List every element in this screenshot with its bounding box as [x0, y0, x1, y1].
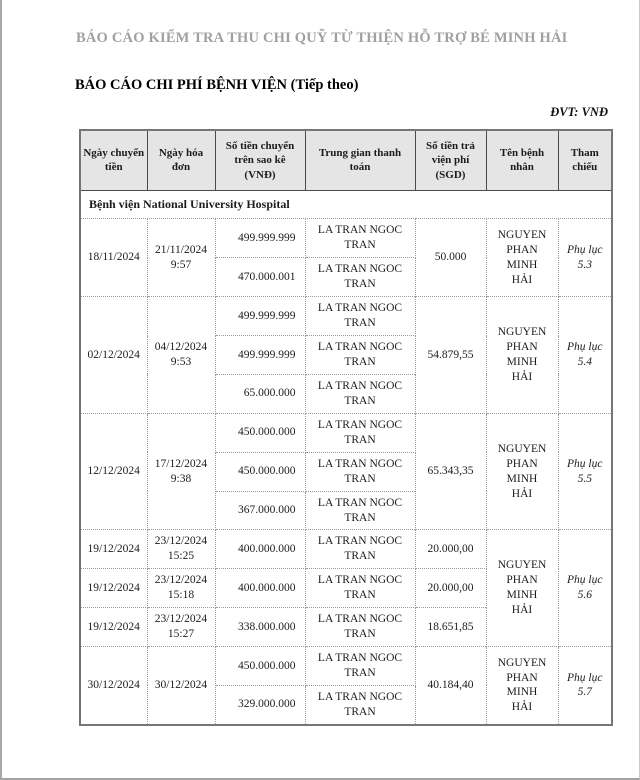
transfer-date-cell: 19/12/2024 [80, 569, 147, 608]
amount-vnd-cell: 499.999.999 [215, 297, 305, 336]
transfer-date-cell: 19/12/2024 [80, 608, 147, 647]
amount-vnd-cell: 329.000.000 [215, 685, 305, 724]
intermediary-cell: LA TRAN NGOC TRAN [305, 647, 415, 686]
amount-sgd-cell: 54.879,55 [415, 297, 486, 414]
intermediary-cell: LA TRAN NGOC TRAN [305, 336, 415, 375]
amount-vnd-cell: 499.999.999 [215, 219, 305, 258]
amount-vnd-cell: 400.000.000 [215, 530, 305, 569]
intermediary-cell: LA TRAN NGOC TRAN [305, 569, 415, 608]
amount-vnd-cell: 450.000.000 [215, 413, 305, 452]
intermediary-cell: LA TRAN NGOC TRAN [305, 413, 415, 452]
amount-vnd-cell: 450.000.000 [215, 452, 305, 491]
reference-cell: Phụ lục 5.5 [558, 413, 612, 530]
column-header: Tham chiếu [558, 130, 612, 190]
intermediary-cell: LA TRAN NGOC TRAN [305, 608, 415, 647]
report-header-title: BÁO CÁO KIỂM TRA THU CHI QUỸ TỪ THIỆN HỖ TRỢ BÉ MINH HẢI [76, 30, 568, 46]
column-header: Số tiền trả viện phí (SGD) [415, 130, 486, 190]
transfer-date-cell: 18/11/2024 [80, 219, 147, 297]
column-header: Ngày chuyển tiền [80, 130, 147, 190]
invoice-date-cell: 23/12/2024 15:18 [147, 569, 215, 608]
transfer-date-cell: 30/12/2024 [80, 647, 147, 725]
patient-name-cell: NGUYEN PHAN MINH HẢI [486, 413, 558, 530]
column-header: Tên bệnh nhân [486, 130, 558, 190]
amount-vnd-cell: 470.000.001 [215, 258, 305, 297]
table-row [80, 413, 612, 452]
intermediary-cell: LA TRAN NGOC TRAN [305, 374, 415, 413]
reference-cell: Phụ lục 5.3 [558, 219, 612, 297]
amount-sgd-cell: 18.651,85 [415, 608, 486, 647]
patient-name-cell: NGUYEN PHAN MINH HẢI [486, 297, 558, 414]
table-row [80, 647, 612, 686]
reference-cell: Phụ lục 5.6 [558, 530, 612, 647]
amount-sgd-cell: 20.000,00 [415, 569, 486, 608]
transfer-date-cell: 19/12/2024 [80, 530, 147, 569]
amount-vnd-cell: 499.999.999 [215, 336, 305, 375]
intermediary-cell: LA TRAN NGOC TRAN [305, 491, 415, 530]
amount-vnd-cell: 65.000.000 [215, 374, 305, 413]
page-title: BÁO CÁO CHI PHÍ BỆNH VIỆN (Tiếp theo) [75, 77, 359, 93]
transfer-date-cell: 02/12/2024 [80, 297, 147, 414]
intermediary-cell: LA TRAN NGOC TRAN [305, 219, 415, 258]
intermediary-cell: LA TRAN NGOC TRAN [305, 530, 415, 569]
intermediary-cell: LA TRAN NGOC TRAN [305, 452, 415, 491]
invoice-date-cell: 21/11/2024 9:57 [147, 219, 215, 297]
table-row [80, 530, 612, 569]
hospital-section-row: Bệnh viện National University Hospital [80, 190, 612, 219]
amount-vnd-cell: 450.000.000 [215, 647, 305, 686]
table-header [80, 130, 612, 190]
intermediary-cell: LA TRAN NGOC TRAN [305, 258, 415, 297]
patient-name-cell: NGUYEN PHAN MINH HẢI [486, 530, 558, 647]
table-body [80, 190, 612, 724]
invoice-date-cell: 04/12/2024 9:53 [147, 297, 215, 414]
column-header: Ngày hóa đơn [147, 130, 215, 190]
amount-sgd-cell: 20.000,00 [415, 530, 486, 569]
intermediary-cell: LA TRAN NGOC TRAN [305, 297, 415, 336]
invoice-date-cell: 23/12/2024 15:27 [147, 608, 215, 647]
hospital-expense-table [79, 129, 613, 726]
reference-cell: Phụ lục 5.7 [558, 647, 612, 725]
table-row [80, 219, 612, 258]
transfer-date-cell: 12/12/2024 [80, 413, 147, 530]
invoice-date-cell: 17/12/2024 9:38 [147, 413, 215, 530]
amount-sgd-cell: 65.343,35 [415, 413, 486, 530]
amount-sgd-cell: 50.000 [415, 219, 486, 297]
unit-note: ĐVT: VNĐ [550, 105, 608, 119]
patient-name-cell: NGUYEN PHAN MINH HẢI [486, 647, 558, 725]
patient-name-cell: NGUYEN PHAN MINH HẢI [486, 219, 558, 297]
invoice-date-cell: 30/12/2024 [147, 647, 215, 725]
intermediary-cell: LA TRAN NGOC TRAN [305, 685, 415, 724]
amount-vnd-cell: 367.000.000 [215, 491, 305, 530]
amount-vnd-cell: 338.000.000 [215, 608, 305, 647]
reference-cell: Phụ lục 5.4 [558, 297, 612, 414]
column-header: Số tiền chuyển trên sao kê (VNĐ) [215, 130, 305, 190]
table-row [80, 297, 612, 336]
column-header: Trung gian thanh toán [305, 130, 415, 190]
amount-sgd-cell: 40.184,40 [415, 647, 486, 725]
amount-vnd-cell: 400.000.000 [215, 569, 305, 608]
invoice-date-cell: 23/12/2024 15:25 [147, 530, 215, 569]
